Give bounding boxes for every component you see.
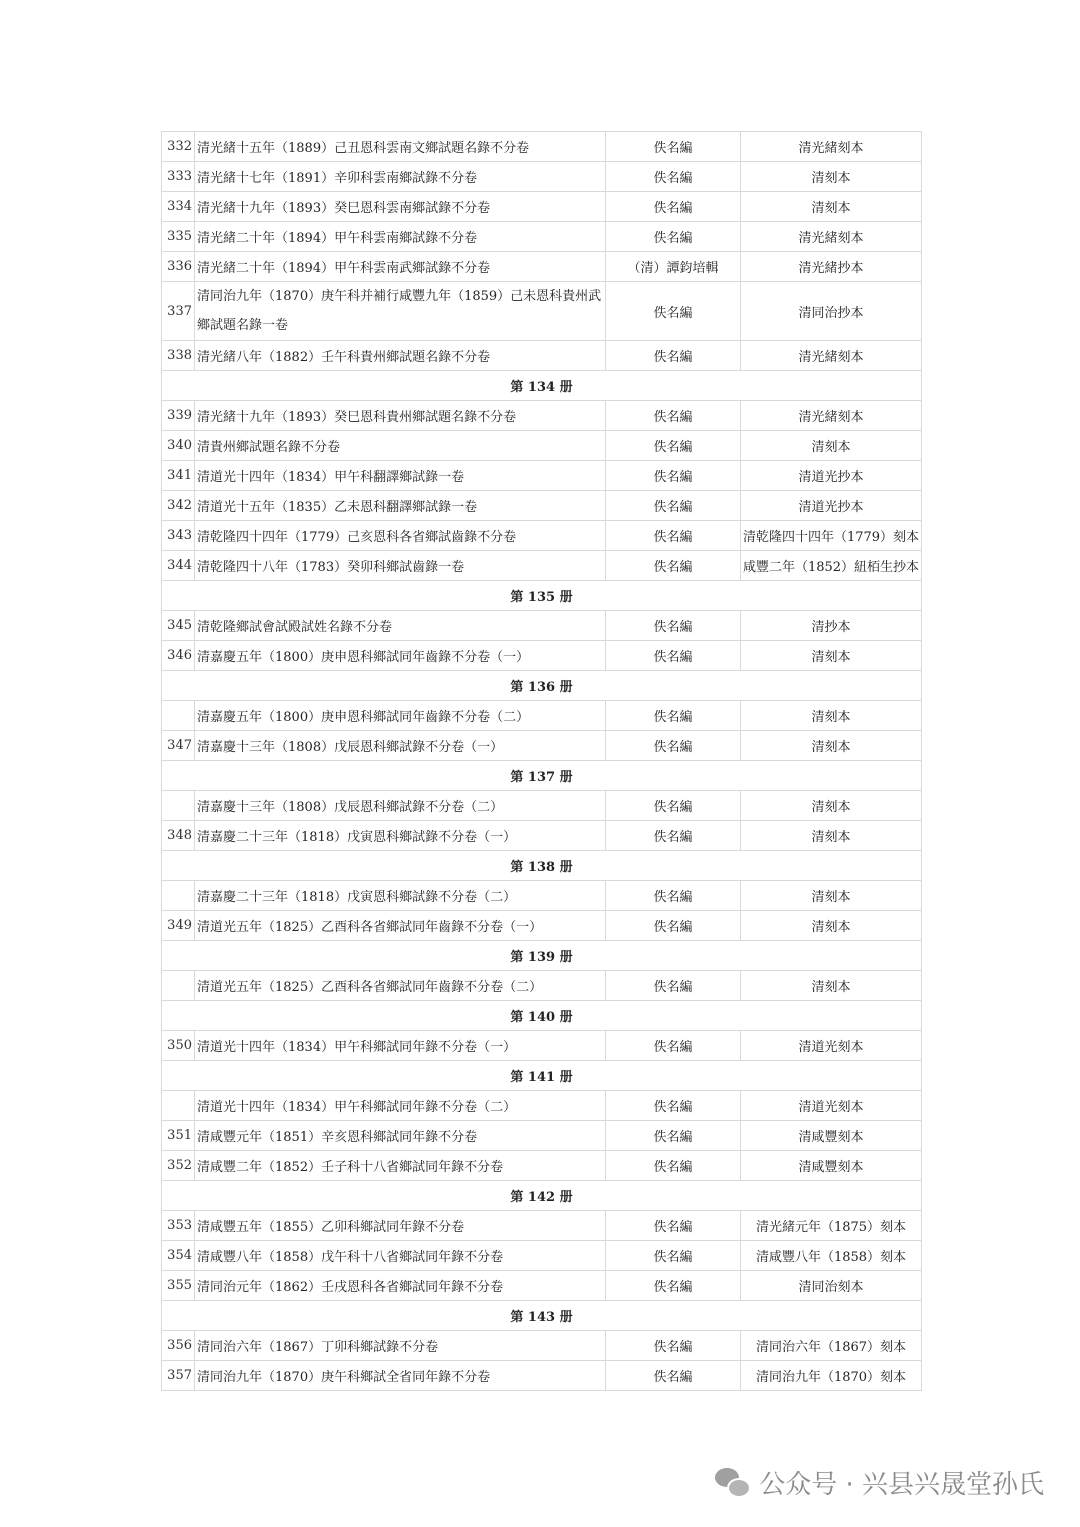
volume-header-row [162, 371, 922, 401]
table-row [162, 641, 922, 671]
table-row [162, 1271, 922, 1301]
entry-number: 339 [162, 401, 195, 431]
table-row [162, 1361, 922, 1391]
volume-header-row [162, 761, 922, 791]
entry-title: 清同治九年（1870）庚午科鄉試全省同年錄不分卷 [195, 1361, 606, 1391]
entry-number: 350 [162, 1031, 195, 1061]
volume-label: 第 143 册 [162, 1301, 922, 1331]
entry-title: 清同治六年（1867）丁卯科鄉試錄不分卷 [195, 1331, 606, 1361]
entry-edition: 清道光抄本 [741, 491, 922, 521]
table-row [162, 491, 922, 521]
entry-title: 清同治九年（1870）庚午科并補行咸豐九年（1859）己未恩科貴州武鄉試題名錄一卷 [195, 282, 606, 341]
table-row [162, 701, 922, 731]
entry-title: 清光緒十七年（1891）辛卯科雲南鄉試錄不分卷 [195, 162, 606, 192]
table-row [162, 1211, 922, 1241]
volume-header-row [162, 581, 922, 611]
entry-edition: 清光緒刻本 [741, 401, 922, 431]
entry-number [162, 701, 195, 731]
wechat-icon [715, 1468, 749, 1498]
volume-header-row [162, 1001, 922, 1031]
entry-edition: 清乾隆四十四年（1779）刻本 [741, 521, 922, 551]
table-row [162, 611, 922, 641]
table-row [162, 821, 922, 851]
entry-editor: 佚名編 [606, 1031, 741, 1061]
entry-edition: 清刻本 [741, 911, 922, 941]
entry-edition: 清抄本 [741, 611, 922, 641]
volume-label: 第 141 册 [162, 1061, 922, 1091]
entry-edition: 清刻本 [741, 731, 922, 761]
table-row [162, 222, 922, 252]
entry-editor: 佚名編 [606, 551, 741, 581]
entry-edition: 清同治刻本 [741, 1271, 922, 1301]
entry-edition: 清刻本 [741, 162, 922, 192]
entry-title: 清嘉慶五年（1800）庚申恩科鄉試同年齒錄不分卷（二） [195, 701, 606, 731]
entry-editor: （清）譚鈞培輯 [606, 252, 741, 282]
volume-label: 第 140 册 [162, 1001, 922, 1031]
entry-edition: 清咸豐刻本 [741, 1151, 922, 1181]
entry-edition: 清道光刻本 [741, 1091, 922, 1121]
entry-edition: 清刻本 [741, 881, 922, 911]
entry-number: 348 [162, 821, 195, 851]
entry-editor: 佚名編 [606, 1331, 741, 1361]
entry-edition: 清刻本 [741, 791, 922, 821]
entry-editor: 佚名編 [606, 731, 741, 761]
volume-header-row [162, 1301, 922, 1331]
entry-editor: 佚名編 [606, 491, 741, 521]
entry-editor: 佚名編 [606, 162, 741, 192]
entry-number: 342 [162, 491, 195, 521]
entry-title: 清光緒八年（1882）壬午科貴州鄉試題名錄不分卷 [195, 341, 606, 371]
entry-number [162, 1091, 195, 1121]
entry-editor: 佚名編 [606, 461, 741, 491]
entry-edition: 清道光刻本 [741, 1031, 922, 1061]
volume-header-row [162, 1061, 922, 1091]
entry-edition: 清刻本 [741, 641, 922, 671]
entry-edition: 清刻本 [741, 431, 922, 461]
entry-title: 清光緒二十年（1894）甲午科雲南武鄉試錄不分卷 [195, 252, 606, 282]
table-row [162, 1241, 922, 1271]
entry-editor: 佚名編 [606, 1211, 741, 1241]
watermark-text: 公众号 · 兴县兴晟堂孙氏 [759, 1470, 1044, 1500]
volume-label: 第 136 册 [162, 671, 922, 701]
entry-title: 清乾隆四十八年（1783）癸卯科鄉試齒錄一卷 [195, 551, 606, 581]
table-row [162, 162, 922, 192]
entry-editor: 佚名編 [606, 282, 741, 341]
entry-title: 清嘉慶十三年（1808）戊辰恩科鄉試錄不分卷（一） [195, 731, 606, 761]
entry-editor: 佚名編 [606, 701, 741, 731]
table-row [162, 1121, 922, 1151]
entry-edition: 清刻本 [741, 821, 922, 851]
entry-title: 清咸豐元年（1851）辛亥恩科鄉試同年錄不分卷 [195, 1121, 606, 1151]
entry-title: 清乾隆鄉試會試殿試姓名錄不分卷 [195, 611, 606, 641]
entry-number: 352 [162, 1151, 195, 1181]
entry-number: 345 [162, 611, 195, 641]
entry-title: 清嘉慶十三年（1808）戊辰恩科鄉試錄不分卷（二） [195, 791, 606, 821]
entry-editor: 佚名編 [606, 791, 741, 821]
entry-edition: 清咸豐刻本 [741, 1121, 922, 1151]
entry-number: 333 [162, 162, 195, 192]
entry-number: 356 [162, 1331, 195, 1361]
entry-title: 清嘉慶二十三年（1818）戊寅恩科鄉試錄不分卷（二） [195, 881, 606, 911]
entry-title: 清道光五年（1825）乙酉科各省鄉試同年齒錄不分卷（一） [195, 911, 606, 941]
entry-number: 335 [162, 222, 195, 252]
volume-header-row [162, 941, 922, 971]
table-row [162, 791, 922, 821]
table-row [162, 1151, 922, 1181]
entry-edition: 清同治抄本 [741, 282, 922, 341]
entry-title: 清光緒二十年（1894）甲午科雲南鄉試錄不分卷 [195, 222, 606, 252]
entry-title: 清咸豐二年（1852）壬子科十八省鄉試同年錄不分卷 [195, 1151, 606, 1181]
entry-edition: 清光緒元年（1875）刻本 [741, 1211, 922, 1241]
entry-number: 357 [162, 1361, 195, 1391]
entry-number [162, 791, 195, 821]
entry-title: 清道光十四年（1834）甲午科鄉試同年錄不分卷（二） [195, 1091, 606, 1121]
table-row [162, 431, 922, 461]
entry-editor: 佚名編 [606, 431, 741, 461]
entry-editor: 佚名編 [606, 971, 741, 1001]
entry-number: 355 [162, 1271, 195, 1301]
volume-label: 第 137 册 [162, 761, 922, 791]
table-row [162, 551, 922, 581]
entry-editor: 佚名編 [606, 821, 741, 851]
entry-title: 清嘉慶二十三年（1818）戊寅恩科鄉試錄不分卷（一） [195, 821, 606, 851]
volume-header-row [162, 671, 922, 701]
entry-title: 清咸豐五年（1855）乙卯科鄉試同年錄不分卷 [195, 1211, 606, 1241]
entry-editor: 佚名編 [606, 222, 741, 252]
entry-edition: 清刻本 [741, 192, 922, 222]
entry-edition: 清同治九年（1870）刻本 [741, 1361, 922, 1391]
table-row [162, 192, 922, 222]
table-row [162, 1091, 922, 1121]
entry-title: 清貴州鄉試題名錄不分卷 [195, 431, 606, 461]
entry-title: 清道光五年（1825）乙酉科各省鄉試同年齒錄不分卷（二） [195, 971, 606, 1001]
entry-editor: 佚名編 [606, 881, 741, 911]
entry-number: 353 [162, 1211, 195, 1241]
table-row [162, 341, 922, 371]
entry-editor: 佚名編 [606, 401, 741, 431]
entry-number [162, 881, 195, 911]
table-row [162, 731, 922, 761]
entry-editor: 佚名編 [606, 1091, 741, 1121]
entry-number: 346 [162, 641, 195, 671]
table-row [162, 282, 922, 341]
volume-label: 第 142 册 [162, 1181, 922, 1211]
entry-number: 336 [162, 252, 195, 282]
entry-number: 334 [162, 192, 195, 222]
volume-header-row [162, 1181, 922, 1211]
entry-edition: 清光緒刻本 [741, 222, 922, 252]
entry-edition: 清刻本 [741, 971, 922, 1001]
entry-editor: 佚名編 [606, 1271, 741, 1301]
entry-number: 349 [162, 911, 195, 941]
entry-editor: 佚名編 [606, 611, 741, 641]
entry-title: 清光緒十九年（1893）癸巳恩科雲南鄉試錄不分卷 [195, 192, 606, 222]
entry-editor: 佚名編 [606, 1121, 741, 1151]
entry-editor: 佚名編 [606, 641, 741, 671]
entry-editor: 佚名編 [606, 341, 741, 371]
entry-editor: 佚名編 [606, 1241, 741, 1271]
table-row [162, 881, 922, 911]
volume-label: 第 135 册 [162, 581, 922, 611]
entry-title: 清嘉慶五年（1800）庚申恩科鄉試同年齒錄不分卷（一） [195, 641, 606, 671]
entry-title: 清乾隆四十四年（1779）己亥恩科各省鄉試齒錄不分卷 [195, 521, 606, 551]
entry-number: 344 [162, 551, 195, 581]
volume-label: 第 134 册 [162, 371, 922, 401]
entry-edition: 咸豐二年（1852）紐栢生抄本 [741, 551, 922, 581]
entry-edition: 清道光抄本 [741, 461, 922, 491]
entry-edition: 清光緒刻本 [741, 132, 922, 162]
entry-title: 清咸豐八年（1858）戊午科十八省鄉試同年錄不分卷 [195, 1241, 606, 1271]
entry-number: 340 [162, 431, 195, 461]
table-row [162, 521, 922, 551]
entry-title: 清光緒十五年（1889）己丑恩科雲南文鄉試題名錄不分卷 [195, 132, 606, 162]
entry-edition: 清同治六年（1867）刻本 [741, 1331, 922, 1361]
table-row [162, 461, 922, 491]
entry-edition: 清咸豐八年（1858）刻本 [741, 1241, 922, 1271]
table-row [162, 971, 922, 1001]
entry-number: 351 [162, 1121, 195, 1151]
entry-number: 354 [162, 1241, 195, 1271]
table-row [162, 1331, 922, 1361]
entry-edition: 清光緒刻本 [741, 341, 922, 371]
entry-number: 332 [162, 132, 195, 162]
table-row [162, 1031, 922, 1061]
entry-title: 清光緒十九年（1893）癸巳恩科貴州鄉試題名錄不分卷 [195, 401, 606, 431]
entry-number [162, 971, 195, 1001]
table-row [162, 132, 922, 162]
table-row [162, 401, 922, 431]
entry-editor: 佚名編 [606, 1151, 741, 1181]
entry-edition: 清光緒抄本 [741, 252, 922, 282]
table-row [162, 911, 922, 941]
entry-edition: 清刻本 [741, 701, 922, 731]
table-row [162, 252, 922, 282]
watermark [715, 1464, 1044, 1501]
entry-editor: 佚名編 [606, 521, 741, 551]
entry-number: 347 [162, 731, 195, 761]
catalog-table [161, 131, 922, 1391]
entry-editor: 佚名編 [606, 192, 741, 222]
entry-title: 清道光十五年（1835）乙未恩科翻譯鄉試錄一卷 [195, 491, 606, 521]
entry-editor: 佚名編 [606, 1361, 741, 1391]
entry-number: 337 [162, 282, 195, 341]
entry-editor: 佚名編 [606, 911, 741, 941]
volume-label: 第 138 册 [162, 851, 922, 881]
entry-editor: 佚名編 [606, 132, 741, 162]
volume-header-row [162, 851, 922, 881]
entry-number: 341 [162, 461, 195, 491]
entry-title: 清道光十四年（1834）甲午科鄉試同年錄不分卷（一） [195, 1031, 606, 1061]
entry-title: 清同治元年（1862）壬戌恩科各省鄉試同年錄不分卷 [195, 1271, 606, 1301]
entry-number: 338 [162, 341, 195, 371]
volume-label: 第 139 册 [162, 941, 922, 971]
entry-title: 清道光十四年（1834）甲午科翻譯鄉試錄一卷 [195, 461, 606, 491]
entry-number: 343 [162, 521, 195, 551]
